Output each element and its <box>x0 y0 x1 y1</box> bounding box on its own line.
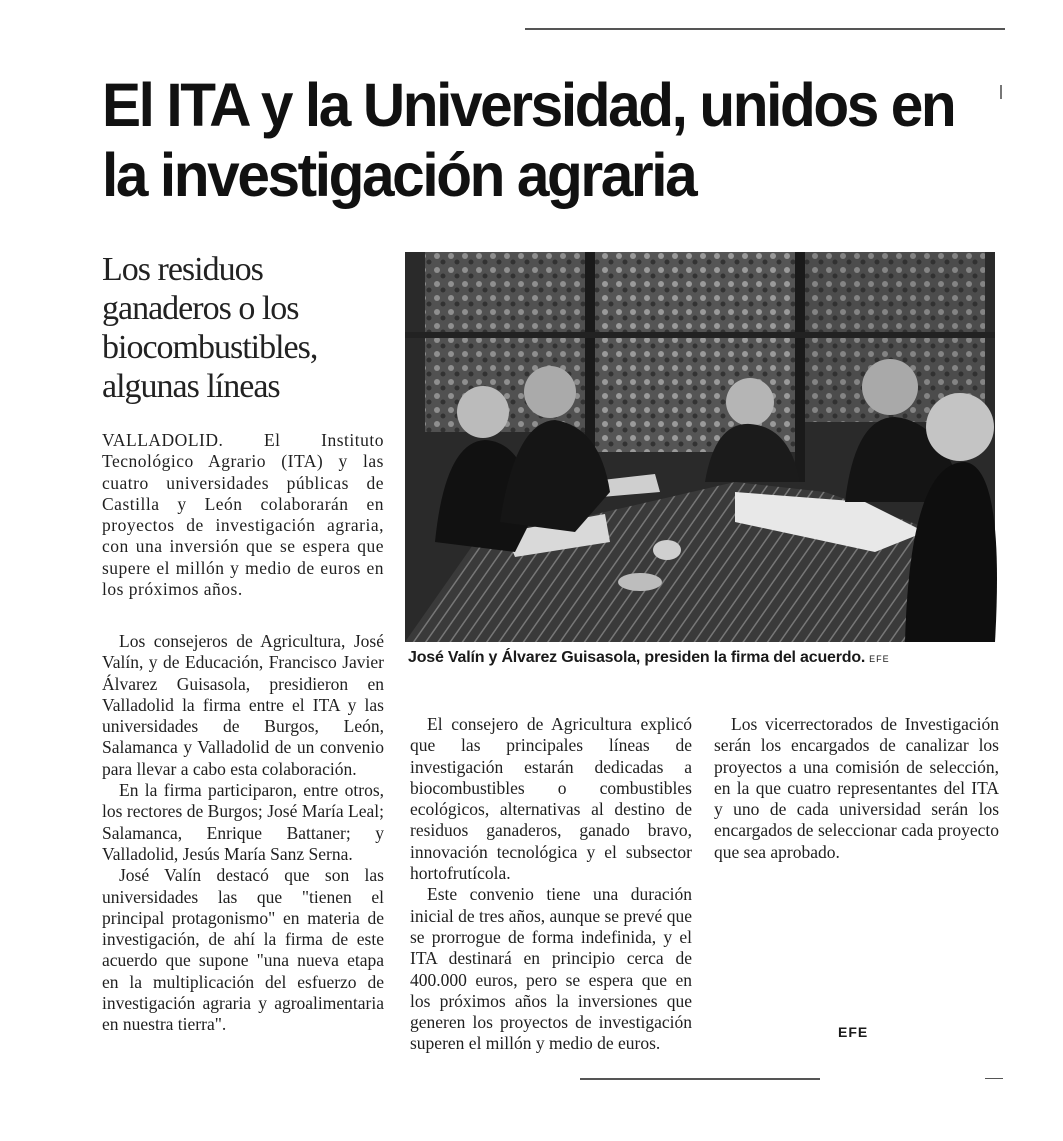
body-column-2 <box>410 714 692 1054</box>
body-column-1-continued <box>102 631 384 1035</box>
caption-text: José Valín y Álvarez Guisasola, presiden la firma del acuerdo. <box>408 649 866 666</box>
bottom-rule-short <box>985 1078 1003 1079</box>
top-rule <box>525 28 1005 30</box>
news-photo <box>405 252 995 642</box>
body-paragraph: VALLADOLID. El Instituto Tecnológico Agrario (ITA) y las cuatro universidades públicas de Castilla y León colaborarán en proyectos de investigación agraria, con una inversión que se espera que supere el millón y medio de euros en los próximos años. <box>102 430 384 600</box>
body-paragraph: Los consejeros de Agricultura, José Valín, y de Educación, Francisco Javier Álvarez Guisasola, presidieron en Valladolid la firma entre el ITA y las universidades de Burgos, León, Salamanca y Valladolid de un convenio para llevar a cabo esta colaboración. <box>102 631 384 779</box>
body-paragraph: Los vicerrectorados de Investigación serán los encargados de canalizar los proyectos a una comisión de selección, en la que cuatro representantes del ITA y uno de cada universidad serán los encargados de seleccionar cada proyecto que sea aprobado. <box>714 714 999 862</box>
subheadline: Los residuos ganaderos o los biocombustibles, algunas líneas <box>102 251 318 405</box>
body-paragraph: En la firma participaron, entre otros, los rectores de Burgos; José María Leal; Salamanca, Enrique Battaner; y Valladolid, Jesús María Sanz Serna. <box>102 780 384 864</box>
body-column-3 <box>714 714 999 863</box>
article-signature: EFE <box>838 1024 869 1040</box>
body-paragraph: El consejero de Agricultura explicó que las principales líneas de investigación estarán dedicadas a biocombustibles o combustibles ecológicos, alternativas al destino de residuos ganaderos, ganado bravo, innovación tecnológica y el subsector hortofrutícola. <box>410 714 692 884</box>
body-column-1 <box>102 430 384 600</box>
headline: El ITA y la Universidad, unidos en la investigación agraria <box>102 71 955 209</box>
photo-caption <box>408 649 998 667</box>
body-paragraph: Este convenio tiene una duración inicial de tres años, aunque se prevé que se prorrogue de forma indefinida, y el ITA destinará en principio cerca de 400.000 euros, pero se espera que en los próximos años la inversiones que generen los proyectos de investigación superen el millón y medio de euros. <box>410 884 692 1054</box>
margin-mark <box>1000 85 1002 99</box>
body-paragraph: José Valín destacó que son las universidades las que "tienen el principal protagonismo" en materia de investigación, de ahí la firma de este acuerdo que supone "una nueva etapa en la multiplicación del esfuerzo de investigación agraria y agroalimentaria en nuestra tierra". <box>102 865 384 1035</box>
photo-illustration <box>405 252 995 642</box>
bottom-rule <box>580 1078 820 1080</box>
photo-credit: EFE <box>869 654 890 664</box>
